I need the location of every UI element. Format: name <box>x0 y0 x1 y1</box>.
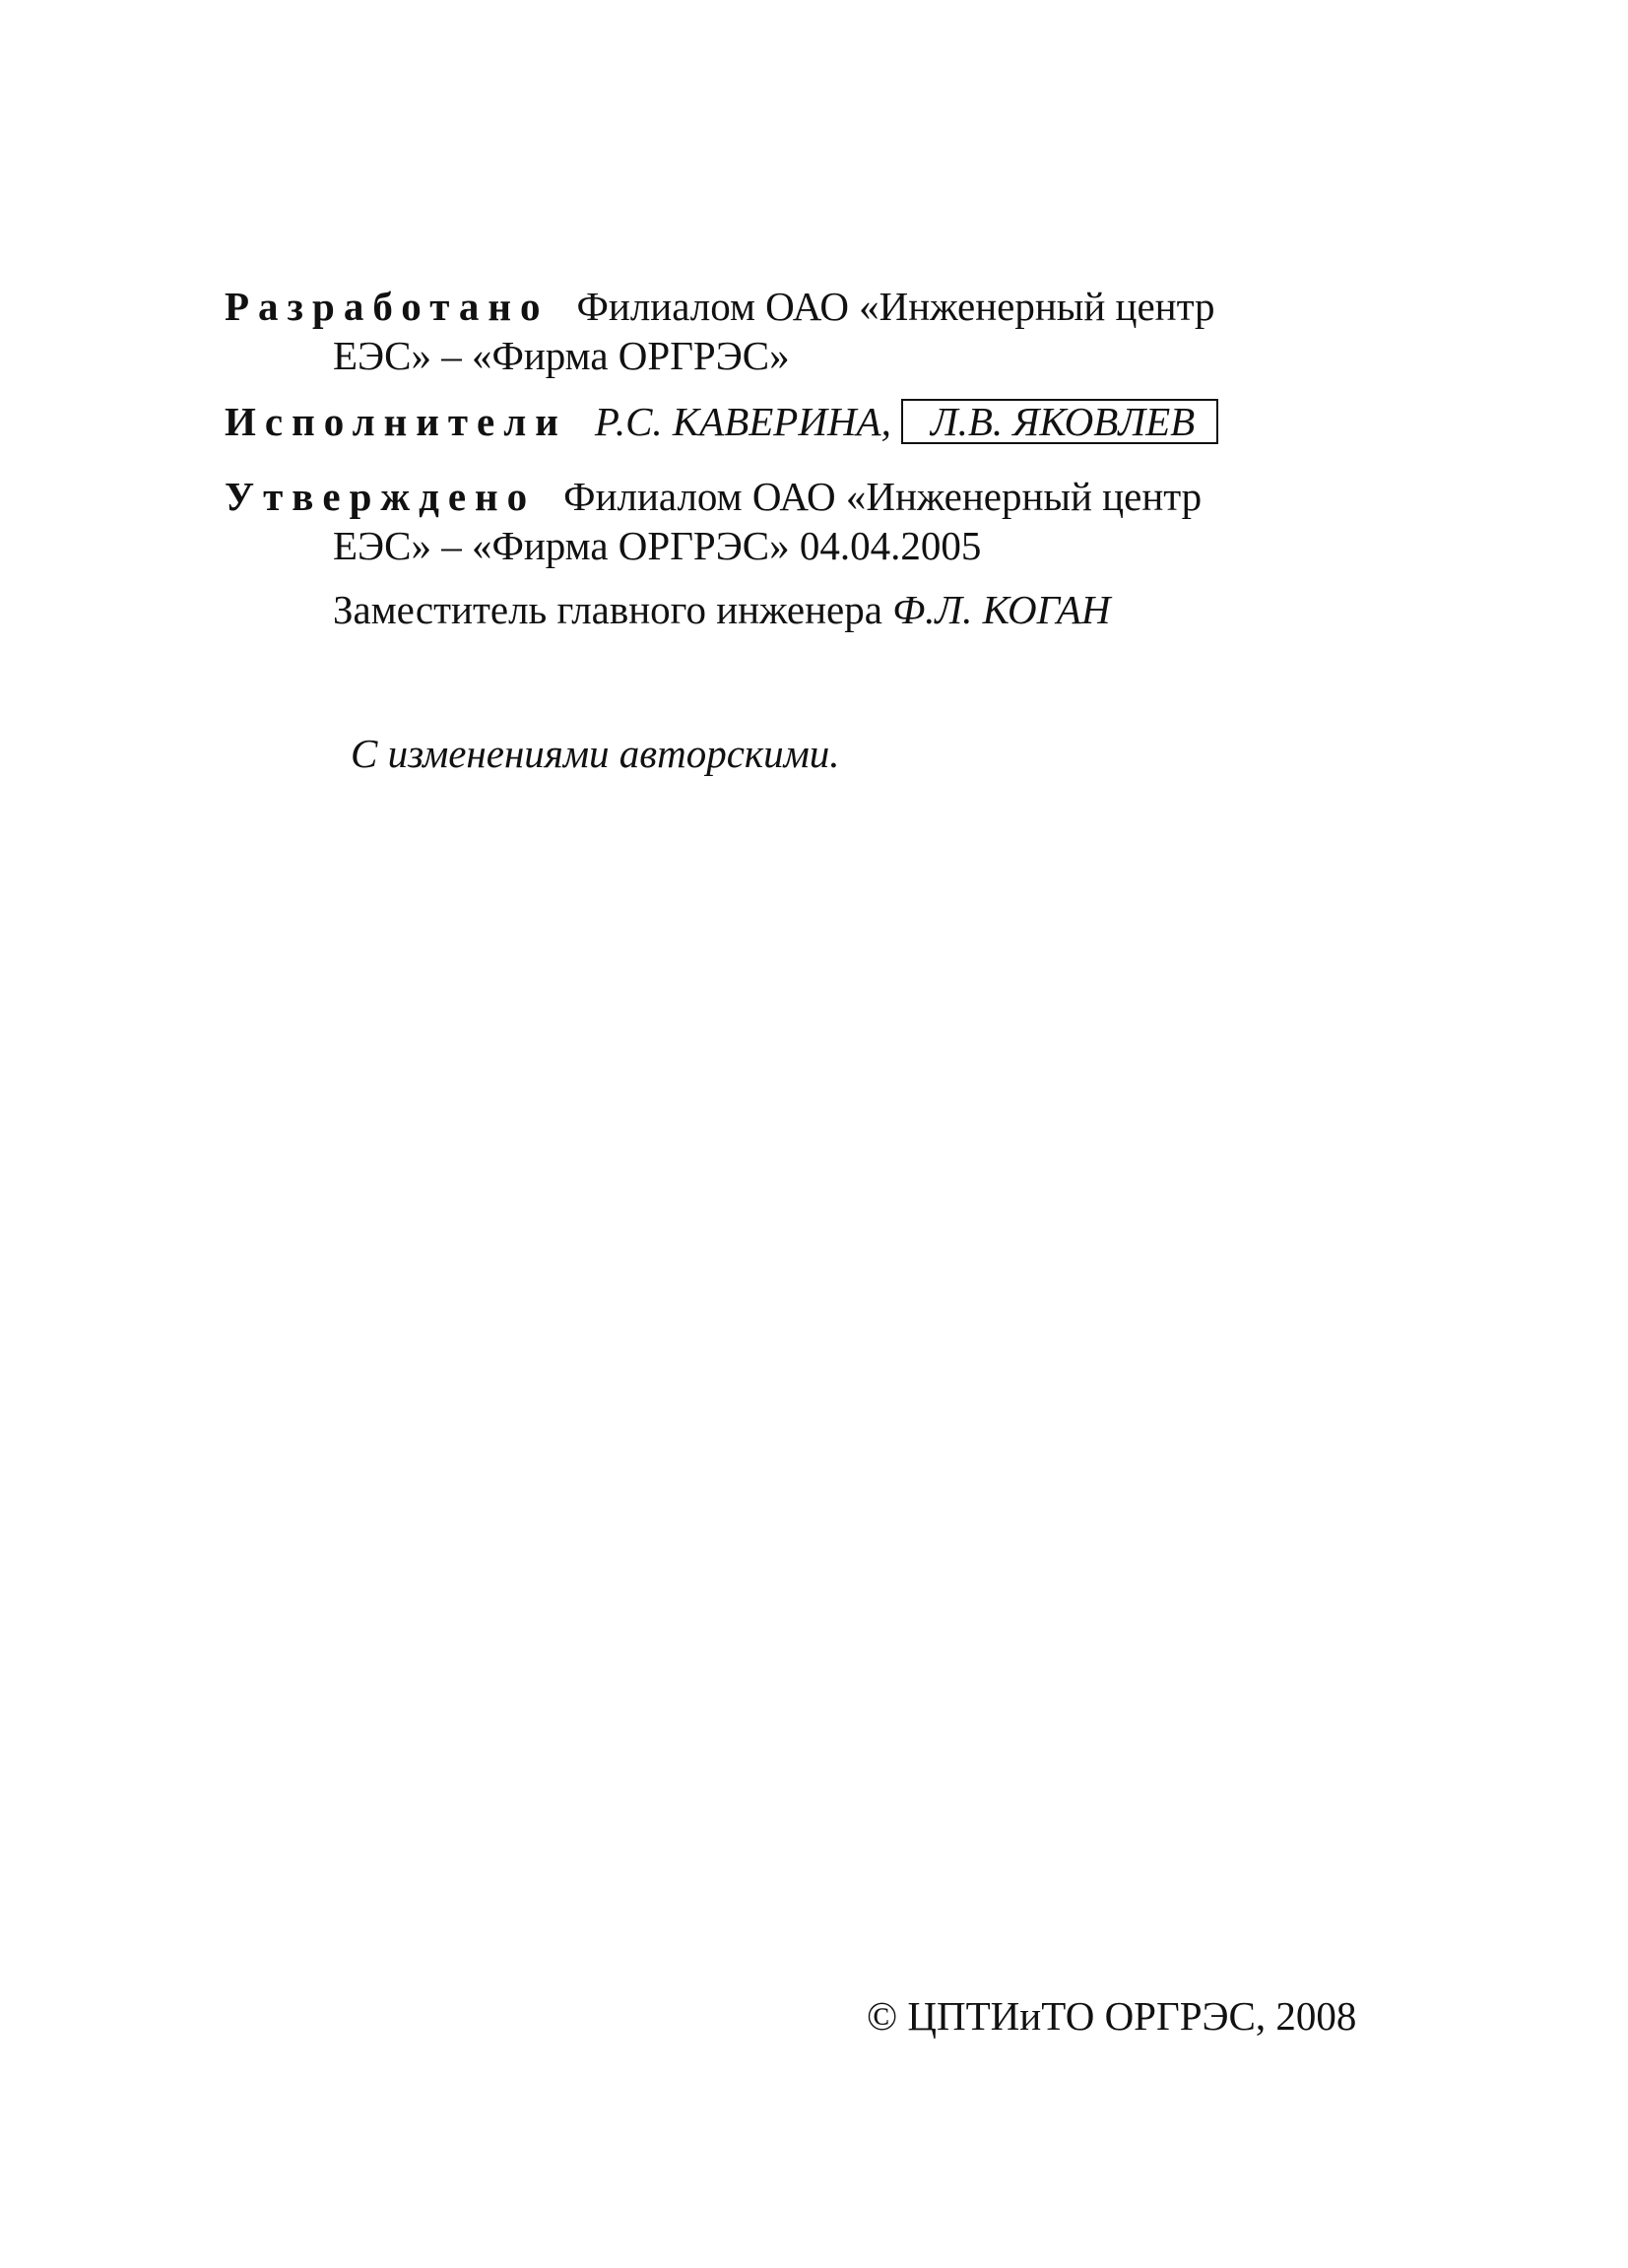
deputy-chief-engineer-line <box>333 585 1110 634</box>
changes-note: С изменениями авторскими. <box>351 731 840 776</box>
executor-name-2-boxed: Л.В. ЯКОВЛЕВ <box>901 399 1218 444</box>
developed-text-line2: ЕЭС» – «Фирма ОРГРЭС» <box>333 333 790 378</box>
deputy-name: Ф.Л. КОГАН <box>892 587 1111 632</box>
developed-text-line1: Филиалом ОАО «Инженерный центр <box>576 284 1215 329</box>
executor-name-1: Р.С. КАВЕРИНА, <box>594 399 891 444</box>
developed-by-block <box>225 282 1465 380</box>
deputy-position: Заместитель главного инженера <box>333 587 882 632</box>
approved-text-line1: Филиалом ОАО «Инженерный центр <box>563 474 1203 519</box>
approved-label: Утверждено <box>225 474 537 519</box>
executors-block <box>225 397 1465 446</box>
approved-text-line2: ЕЭС» – «Фирма ОРГРЭС» 04.04.2005 <box>333 523 982 568</box>
developed-label: Разработано <box>225 284 550 329</box>
approved-by-block <box>225 472 1465 570</box>
executors-label: Исполнители <box>225 399 567 444</box>
copyright-notice: © ЦПТИиТО ОРГРЭС, 2008 <box>867 1993 1357 2039</box>
